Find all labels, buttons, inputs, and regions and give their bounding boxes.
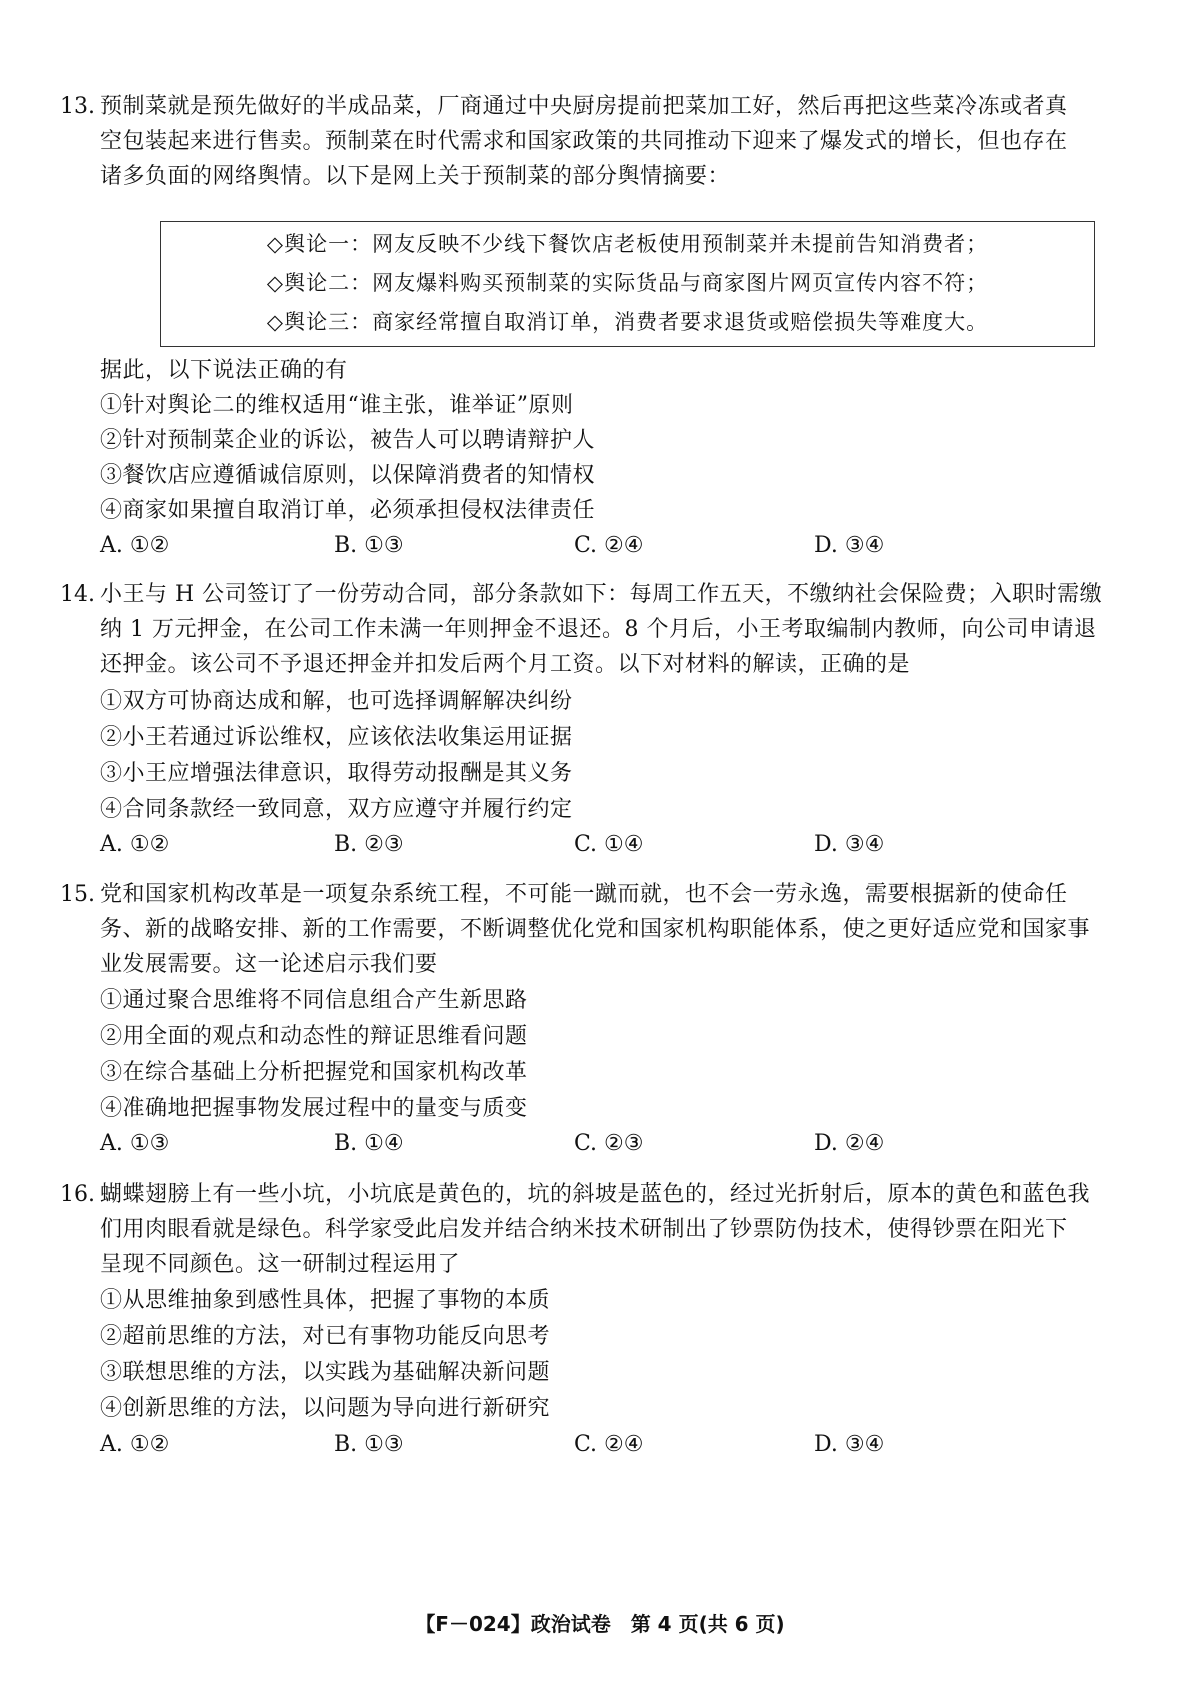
answer-choice-a: A. ①②	[100, 533, 170, 558]
statement-option: ③在综合基础上分析把握党和国家机构改革	[100, 1060, 528, 1085]
question-stem-line: 呈现不同颜色。这一研制过程运用了	[100, 1252, 461, 1277]
opinion-summary-box	[160, 221, 1095, 347]
question-stem-line: 们用肉眼看就是绿色。科学家受此启发并结合纳米技术研制出了钞票防伪技术，使得钞票在阳光下	[100, 1217, 1068, 1242]
answer-choice-b: B. ①③	[334, 1432, 404, 1457]
statement-option: ④准确地把握事物发展过程中的量变与质变	[100, 1096, 528, 1121]
opinion-line: ◇舆论三：商家经常擅自取消订单，消费者要求退货或赔偿损失等难度大。	[266, 310, 989, 334]
statement-option: ④合同条款经一致同意，双方应遵守并履行约定	[100, 797, 573, 822]
statement-option: ①针对舆论二的维权适用“谁主张，谁举证”原则	[100, 393, 574, 418]
question-stem-line: 业发展需要。这一论述启示我们要	[100, 952, 438, 977]
statement-option: ③联想思维的方法，以实践为基础解决新问题	[100, 1360, 551, 1385]
question-stem-line: 蝴蝶翅膀上有一些小坑，小坑底是黄色的，坑的斜坡是蓝色的，经过光折射后，原本的黄色和蓝色我	[100, 1182, 1091, 1207]
page-footer: 【F－024】政治试卷 第 4 页(共 6 页)	[415, 1612, 785, 1636]
question-number: 14.	[60, 582, 95, 607]
question-stem-line: 纳 1 万元押金，在公司工作未满一年则押金不退还。8 个月后，小王考取编制内教师，向公司申请退	[100, 617, 1097, 642]
question-stem-line: 诸多负面的网络舆情。以下是网上关于预制菜的部分舆情摘要：	[100, 164, 731, 189]
question-stem-line: 党和国家机构改革是一项复杂系统工程，不可能一蹴而就，也不会一劳永逸，需要根据新的使命任	[100, 882, 1068, 907]
question-stem-line: 预制菜就是预先做好的半成品菜，厂商通过中央厨房提前把菜加工好，然后再把这些菜冷冻或者真	[100, 94, 1068, 119]
answer-choice-d: D. ②④	[814, 1131, 885, 1156]
opinion-line: ◇舆论二：网友爆料购买预制菜的实际货品与商家图片网页宣传内容不符；	[266, 271, 989, 295]
answer-choice-b: B. ①③	[334, 533, 404, 558]
statement-option: ②针对预制菜企业的诉讼，被告人可以聘请辩护人	[100, 428, 596, 453]
statement-option: ③小王应增强法律意识，取得劳动报酬是其义务	[100, 761, 573, 786]
question-stem-line: 空包装起来进行售卖。预制菜在时代需求和国家政策的共同推动下迎来了爆发式的增长，但也存在	[100, 129, 1068, 154]
answer-choice-b: B. ①④	[334, 1131, 404, 1156]
statement-option: ①从思维抽象到感性具体，把握了事物的本质	[100, 1288, 551, 1313]
question-number: 16.	[60, 1182, 95, 1207]
answer-choice-a: A. ①③	[100, 1131, 170, 1156]
question-number: 13.	[60, 94, 95, 119]
statement-option: ②超前思维的方法，对已有事物功能反向思考	[100, 1324, 551, 1349]
statement-option: ①通过聚合思维将不同信息组合产生新思路	[100, 988, 528, 1013]
answer-choice-d: D. ③④	[814, 832, 885, 857]
statement-option: ③餐饮店应遵循诚信原则，以保障消费者的知情权	[100, 463, 596, 488]
answer-choice-c: C. ②④	[574, 1432, 644, 1457]
question-stem-line: 还押金。该公司不予退还押金并扣发后两个月工资。以下对材料的解读，正确的是	[100, 652, 911, 677]
answer-choice-d: D. ③④	[814, 533, 885, 558]
answer-choice-c: C. ②④	[574, 533, 644, 558]
question-lead: 据此，以下说法正确的有	[100, 358, 348, 383]
statement-option: ④商家如果擅自取消订单，必须承担侵权法律责任	[100, 498, 596, 523]
answer-choice-d: D. ③④	[814, 1432, 885, 1457]
opinion-line: ◇舆论一：网友反映不少线下餐饮店老板使用预制菜并未提前告知消费者；	[266, 232, 989, 256]
answer-choice-c: C. ①④	[574, 832, 644, 857]
question-stem-line: 小王与 H 公司签订了一份劳动合同，部分条款如下：每周工作五天，不缴纳社会保险费；入职时需缴	[100, 582, 1103, 607]
statement-option: ④创新思维的方法，以问题为导向进行新研究	[100, 1396, 551, 1421]
statement-option: ②小王若通过诉讼维权，应该依法收集运用证据	[100, 725, 573, 750]
answer-choice-a: A. ①②	[100, 832, 170, 857]
answer-choice-a: A. ①②	[100, 1432, 170, 1457]
question-number: 15.	[60, 882, 95, 907]
answer-choice-c: C. ②③	[574, 1131, 644, 1156]
statement-option: ①双方可协商达成和解，也可选择调解解决纠纷	[100, 689, 573, 714]
answer-choice-b: B. ②③	[334, 832, 404, 857]
question-stem-line: 务、新的战略安排、新的工作需要，不断调整优化党和国家机构职能体系，使之更好适应党和国家事	[100, 917, 1091, 942]
statement-option: ②用全面的观点和动态性的辩证思维看问题	[100, 1024, 528, 1049]
